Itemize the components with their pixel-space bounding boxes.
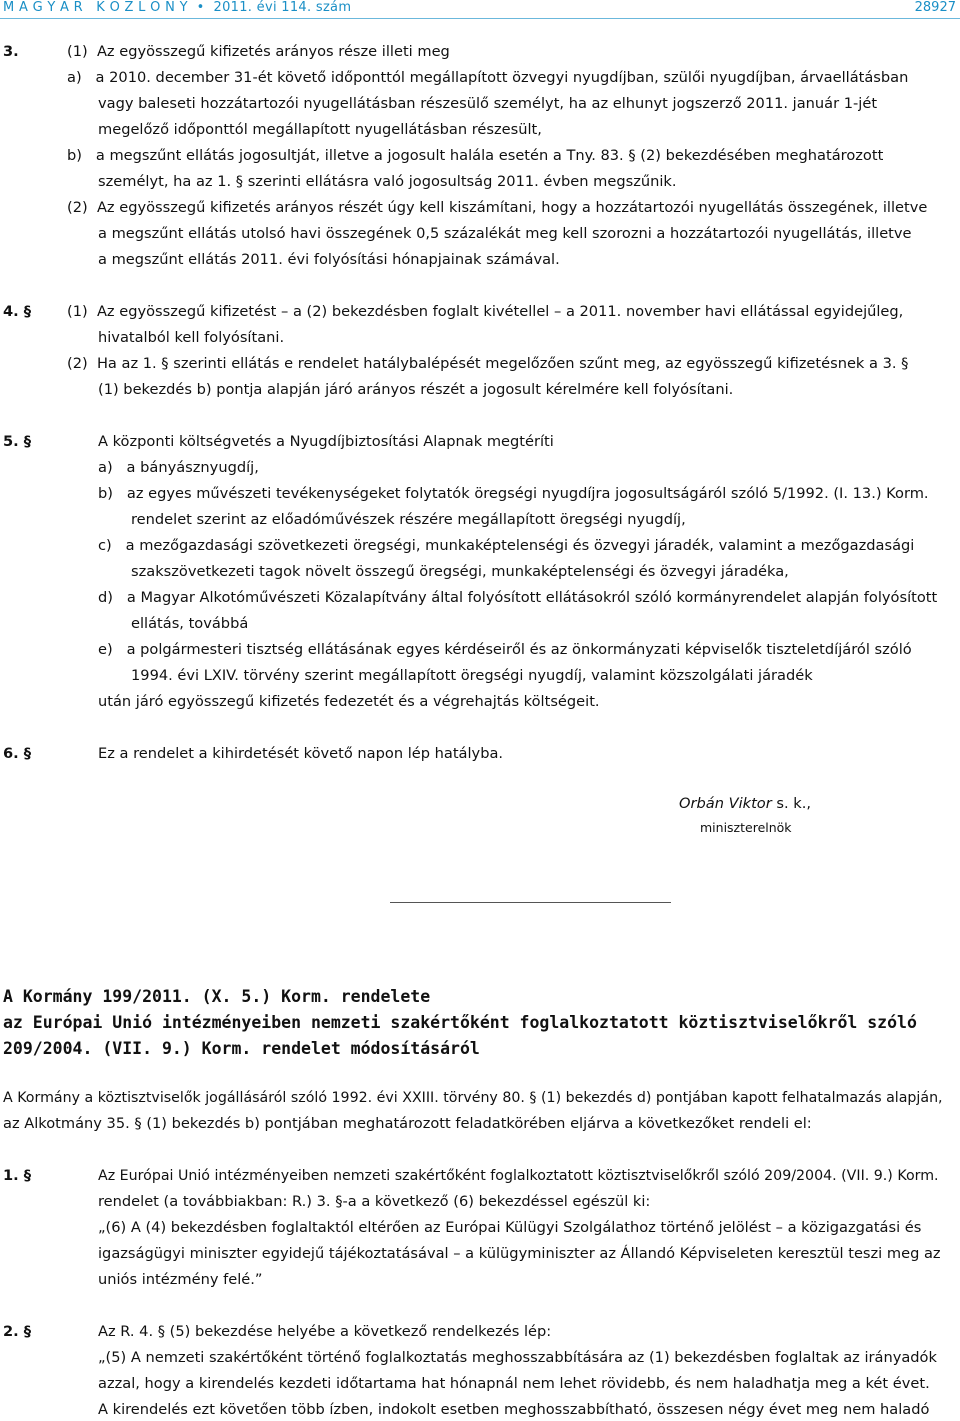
signatory-name: Orbán Viktor s. k.,	[679, 795, 811, 812]
signatory-role: miniszterelnök	[700, 820, 792, 835]
decree-section-1-line: Az Európai Unió intézményeiben nemzeti szakértőként foglalkoztatott köztisztviselőkről szóló 209/2004. (VII. 9.) Korm.	[98, 1168, 939, 1184]
section-3-line: b) a megszűnt ellátás jogosultját, illetve a jogosult halála esetén a Tny. 83. § (2) bekezdésében meghatározott	[67, 147, 884, 164]
section-5-line: d) a Magyar Alkotóművészeti Közalapítvány által folyósított ellátásokról szóló kormányrendelet alapján folyósított	[98, 589, 938, 606]
decree-section-1-number: 1. §	[3, 1167, 32, 1184]
page-header	[0, 0, 960, 20]
header-rule	[0, 18, 960, 19]
section-5-line: b) az egyes művészeti tevékenységeket folytatók öregségi nyugdíjra jogosultságáról szóló 5/1992. (I. 13.) Korm.	[98, 485, 929, 502]
decree-section-2-line: azzal, hogy a kirendelés kezdeti időtartama hat hónapnál nem lehet rövidebb, és nem haladhatja meg a két évet.	[98, 1375, 930, 1392]
section-3-line: a) a 2010. december 31-ét követő időponttól megállapított özvegyi nyugdíjban, szülői nyugdíjban, árvaellátásban	[67, 69, 909, 86]
section-5-line: c) a mezőgazdasági szövetkezeti öregségi, munkaképtelenségi és özvegyi járadék, valamint a mezőgazdasági	[98, 537, 915, 554]
section-5-line: a) a bányásznyugdíj,	[98, 459, 259, 476]
section-3-line: a megszűnt ellátás 2011. évi folyósítási hónapjainak számával.	[98, 251, 560, 268]
section-separator	[390, 902, 671, 903]
section-6-line: Ez a rendelet a kihirdetését követő napon lép hatályba.	[98, 745, 504, 762]
decree-title: A Kormány 199/2011. (X. 5.) Korm. rendelete	[3, 987, 431, 1006]
decree-section-2-line: „(5) A nemzeti szakértőként történő foglalkoztatás meghosszabbítására az (1) bekezdésben foglaltak az irányadók	[98, 1349, 937, 1366]
section-5-line: A központi költségvetés a Nyugdíjbiztosítási Alapnak megtéríti	[98, 433, 554, 450]
page-number: 28927	[914, 0, 956, 15]
section-3-line: személyt, ha az 1. § szerinti ellátásra való jogosultság 2011. évben megszűnik.	[98, 173, 677, 190]
decree-section-2-number: 2. §	[3, 1323, 32, 1340]
preamble-line: A Kormány a köztisztviselők jogállásáról szóló 1992. évi XXIII. törvény 80. § (1) bekezdés d) pontjában kapott felhatalmazás alapján,	[3, 1090, 943, 1106]
preamble-line: az Alkotmány 35. § (1) bekezdés b) pontjában meghatározott feladatkörében eljárva a következőket rendeli el:	[3, 1115, 812, 1132]
decree-section-1-line: igazságügyi miniszter egyidejű tájékoztatásával – a külügyminiszter az Állandó Képviseleten keresztül teszi meg az	[98, 1245, 941, 1262]
section-3-line: vagy baleseti hozzátartozói nyugellátásban részesülő személyt, ha az elhunyt jogszerző 2011. január 1-jét	[98, 95, 878, 112]
decree-section-1-line: „(6) A (4) bekezdésben foglaltaktól eltérően az Európai Külügyi Szolgálathoz történő jelölést – a közigazgatási és	[98, 1219, 922, 1236]
section-3-line: (1) Az egyösszegű kifizetés arányos része illeti meg	[67, 43, 450, 60]
decree-subtitle: 209/2004. (VII. 9.) Korm. rendelet módosításáról	[3, 1039, 480, 1058]
section-4-line: (2) Ha az 1. § szerinti ellátás e rendelet hatálybalépését megelőzően szűnt meg, az egyösszegű kifizetésnek a 3. §	[67, 355, 909, 372]
section-6-number: 6. §	[3, 745, 32, 762]
publication-title: M A G Y A R K Ö Z L Ö N Y • 2011. évi 114. szám	[3, 0, 352, 15]
decree-section-2-line: Az R. 4. § (5) bekezdése helyébe a következő rendelkezés lép:	[98, 1323, 552, 1340]
decree-section-1-line: uniós intézmény felé.”	[98, 1271, 263, 1288]
section-3-line: (2) Az egyösszegű kifizetés arányos részét úgy kell kiszámítani, hogy a hozzátartozói nyugellátás összegének, illetve	[67, 199, 928, 216]
section-4-line: hivatalból kell folyósítani.	[98, 329, 285, 346]
section-4-line: (1) Az egyösszegű kifizetést – a (2) bekezdésben foglalt kivétellel – a 2011. november havi ellátással egyidejűleg,	[67, 303, 904, 320]
section-4-number: 4. §	[3, 303, 32, 320]
section-3-line: megelőző időponttól megállapított nyugellátásban részesült,	[98, 121, 542, 138]
decree-section-2-line: A kirendelés ezt követően több ízben, indokolt esetben meghosszabbítható, összesen négy évet meg nem haladó	[98, 1401, 930, 1418]
section-3-number: 3.	[3, 43, 19, 60]
section-5-line: szakszövetkezeti tagok növelt összegű öregségi, munkaképtelenségi és özvegyi járadéka,	[131, 563, 789, 580]
section-5-line: ellátás, továbbá	[131, 615, 249, 632]
section-5-line: rendelet szerint az előadóművészek részére megállapított öregségi nyugdíj,	[131, 511, 686, 528]
decree-subtitle: az Európai Unió intézményeiben nemzeti szakértőként foglalkoztatott köztisztviselőkről szóló	[3, 1013, 917, 1032]
section-5-line: után járó egyösszegű kifizetés fedezetét és a végrehajtás költségeit.	[98, 693, 600, 710]
section-5-line: 1994. évi LXIV. törvény szerint megállapított öregségi nyugdíj, valamint közszolgálati járadék	[131, 667, 813, 684]
decree-section-1-line: rendelet (a továbbiakban: R.) 3. §-a a következő (6) bekezdéssel egészül ki:	[98, 1193, 651, 1210]
section-4-line: (1) bekezdés b) pontja alapján járó arányos részét a jogosult kérelmére kell folyósítani.	[98, 381, 734, 398]
section-5-line: e) a polgármesteri tisztség ellátásának egyes kérdéseiről és az önkormányzati képviselők tiszteletdíjáról szóló	[98, 641, 912, 658]
section-3-line: a megszűnt ellátás utolsó havi összegének 0,5 százalékát meg kell szorozni a hozzátartozói nyugellátás, illetve	[98, 225, 912, 242]
section-5-number: 5. §	[3, 433, 32, 450]
